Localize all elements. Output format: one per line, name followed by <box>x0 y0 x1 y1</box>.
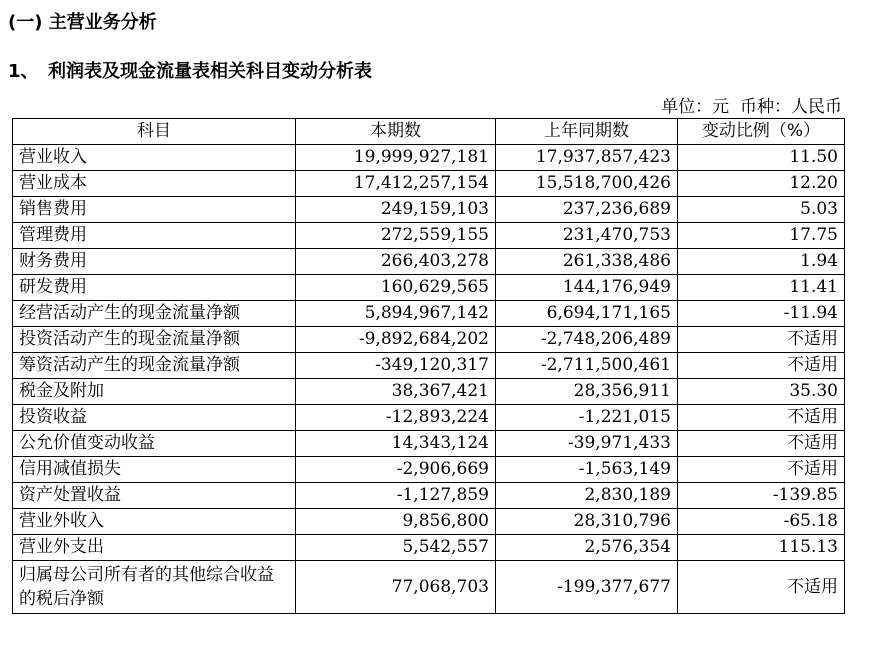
table-row <box>13 197 845 223</box>
row-change-ratio: -11.94 <box>678 301 845 327</box>
row-change-ratio: 35.30 <box>678 379 845 405</box>
row-item: 归属母公司所有者的其他综合收益的税后净额 <box>13 561 296 614</box>
row-item: 资产处置收益 <box>13 483 296 509</box>
row-current-value: -2,906,669 <box>296 457 496 483</box>
row-change-ratio: 不适用 <box>678 561 845 614</box>
table-row <box>13 535 845 561</box>
row-item: 管理费用 <box>13 223 296 249</box>
table-row <box>13 561 845 614</box>
row-prior-value: -199,377,677 <box>496 561 678 614</box>
row-prior-value: -39,971,433 <box>496 431 678 457</box>
row-current-value: 5,894,967,142 <box>296 301 496 327</box>
table-row <box>13 223 845 249</box>
row-prior-value: 231,470,753 <box>496 223 678 249</box>
row-item: 公允价值变动收益 <box>13 431 296 457</box>
row-current-value: 77,068,703 <box>296 561 496 614</box>
row-current-value: 272,559,155 <box>296 223 496 249</box>
row-prior-value: -2,748,206,489 <box>496 327 678 353</box>
row-item: 筹资活动产生的现金流量净额 <box>13 353 296 379</box>
row-prior-value: 2,830,189 <box>496 483 678 509</box>
row-change-ratio: 不适用 <box>678 405 845 431</box>
row-change-ratio: 5.03 <box>678 197 845 223</box>
row-item: 税金及附加 <box>13 379 296 405</box>
row-prior-value: -1,221,015 <box>496 405 678 431</box>
row-change-ratio: 12.20 <box>678 171 845 197</box>
row-prior-value: 17,937,857,423 <box>496 145 678 171</box>
table-row <box>13 509 845 535</box>
row-item: 投资收益 <box>13 405 296 431</box>
row-item: 信用减值损失 <box>13 457 296 483</box>
row-current-value: 9,856,800 <box>296 509 496 535</box>
row-item: 销售费用 <box>13 197 296 223</box>
row-item: 投资活动产生的现金流量净额 <box>13 327 296 353</box>
row-change-ratio: 11.50 <box>678 145 845 171</box>
row-prior-value: -1,563,149 <box>496 457 678 483</box>
row-change-ratio: 不适用 <box>678 431 845 457</box>
row-item: 营业外收入 <box>13 509 296 535</box>
row-item: 财务费用 <box>13 249 296 275</box>
header-current: 本期数 <box>296 119 496 145</box>
row-prior-value: 144,176,949 <box>496 275 678 301</box>
row-current-value: -349,120,317 <box>296 353 496 379</box>
row-current-value: 19,999,927,181 <box>296 145 496 171</box>
row-current-value: 266,403,278 <box>296 249 496 275</box>
row-current-value: 38,367,421 <box>296 379 496 405</box>
subsection-number: 1、 <box>8 61 39 82</box>
row-change-ratio: 115.13 <box>678 535 845 561</box>
row-change-ratio: 不适用 <box>678 353 845 379</box>
header-item: 科目 <box>13 119 296 145</box>
table-row <box>13 483 845 509</box>
table-row <box>13 431 845 457</box>
subsection-title: 利润表及现金流量表相关科目变动分析表 <box>48 61 372 82</box>
table-row <box>13 171 845 197</box>
header-prior: 上年同期数 <box>496 119 678 145</box>
row-change-ratio: 11.41 <box>678 275 845 301</box>
row-change-ratio: 不适用 <box>678 457 845 483</box>
table-row <box>13 275 845 301</box>
table-row <box>13 301 845 327</box>
row-item: 营业收入 <box>13 145 296 171</box>
row-prior-value: 237,236,689 <box>496 197 678 223</box>
subsection-heading <box>8 57 372 83</box>
row-current-value: 5,542,557 <box>296 535 496 561</box>
row-current-value: 14,343,124 <box>296 431 496 457</box>
row-change-ratio: 不适用 <box>678 327 845 353</box>
row-current-value: 160,629,565 <box>296 275 496 301</box>
row-current-value: -12,893,224 <box>296 405 496 431</box>
row-prior-value: -2,711,500,461 <box>496 353 678 379</box>
table-row <box>13 145 845 171</box>
row-current-value: 249,159,103 <box>296 197 496 223</box>
table-body <box>13 145 845 614</box>
row-current-value: -1,127,859 <box>296 483 496 509</box>
table-row <box>13 353 845 379</box>
row-item: 经营活动产生的现金流量净额 <box>13 301 296 327</box>
table-header-row <box>13 119 845 145</box>
row-prior-value: 261,338,486 <box>496 249 678 275</box>
table-row <box>13 457 845 483</box>
row-prior-value: 6,694,171,165 <box>496 301 678 327</box>
row-prior-value: 28,310,796 <box>496 509 678 535</box>
row-current-value: 17,412,257,154 <box>296 171 496 197</box>
table-row <box>13 249 845 275</box>
row-change-ratio: 1.94 <box>678 249 845 275</box>
table-row <box>13 379 845 405</box>
row-prior-value: 28,356,911 <box>496 379 678 405</box>
table-row <box>13 327 845 353</box>
table-row <box>13 405 845 431</box>
row-change-ratio: -139.85 <box>678 483 845 509</box>
section-title: (一) 主营业务分析 <box>8 12 157 33</box>
row-current-value: -9,892,684,202 <box>296 327 496 353</box>
header-change: 变动比例（%） <box>678 119 845 145</box>
row-prior-value: 15,518,700,426 <box>496 171 678 197</box>
row-prior-value: 2,576,354 <box>496 535 678 561</box>
unit-note: 单位：元 币种：人民币 <box>661 97 842 117</box>
row-item: 营业外支出 <box>13 535 296 561</box>
income-cashflow-table <box>12 118 845 614</box>
row-item: 营业成本 <box>13 171 296 197</box>
row-item: 研发费用 <box>13 275 296 301</box>
row-change-ratio: 17.75 <box>678 223 845 249</box>
row-change-ratio: -65.18 <box>678 509 845 535</box>
